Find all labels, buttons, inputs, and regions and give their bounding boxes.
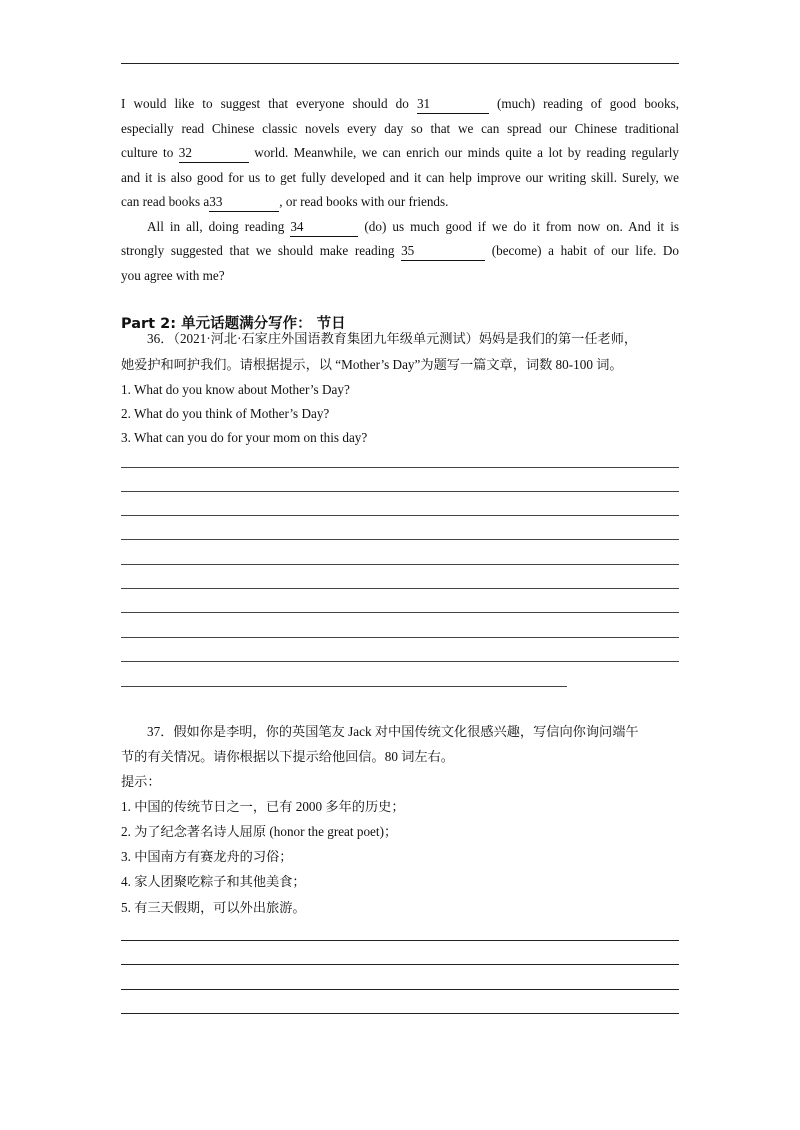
tip-item: 4. 家人团聚吃粽子和其他美食；	[121, 874, 306, 889]
passage-text: world. Meanwhile, we can enrich our minds quite a lot by reading regularly	[254, 145, 680, 160]
prompt-item: 2. What do you think of Mother’s Day?	[121, 406, 330, 421]
blank-31[interactable]: 31	[417, 95, 489, 114]
tips-label: 提示：	[121, 774, 161, 789]
passage	[121, 92, 679, 288]
passage-text: (do) us much good if we do it from now on. And it is	[364, 218, 679, 234]
question-36-line: 36．（2021·河北·石家庄外国语教育集团九年级单元测试）妈妈是我们的第一任老师，	[147, 331, 638, 346]
writing-line[interactable]	[121, 515, 679, 516]
passage-text: strongly suggested that we should make reading	[121, 243, 395, 258]
passage-text: All in all, doing reading	[147, 218, 285, 234]
writing-line[interactable]	[121, 467, 679, 468]
tip-item: 5. 有三天假期，可以外出旅游。	[121, 900, 306, 915]
writing-line[interactable]	[121, 539, 679, 540]
passage-text: culture to	[121, 145, 174, 160]
prompt-item: 3. What can you do for your mom on this day?	[121, 430, 368, 445]
tip-item: 1. 中国的传统节日之一，已有 2000 多年的历史；	[121, 799, 405, 814]
passage-text: (become) a habit of our life. Do	[491, 243, 680, 258]
prompt-item: 1. What do you know about Mother’s Day?	[121, 382, 350, 397]
question-36-line: 她爱护和呵护我们。请根据提示，以 “Mother’s Day”为题写一篇文章，词数 80-100 词。	[121, 357, 623, 372]
writing-line[interactable]	[121, 491, 679, 492]
passage-line	[121, 141, 679, 166]
writing-line[interactable]	[121, 1013, 679, 1014]
tip-item: 3. 中国南方有赛龙舟的习俗；	[121, 849, 293, 864]
blank-32[interactable]: 32	[179, 144, 249, 163]
writing-line[interactable]	[121, 564, 679, 565]
passage-line	[121, 215, 679, 240]
writing-line[interactable]	[121, 661, 679, 662]
writing-line[interactable]	[121, 637, 679, 638]
passage-text: (much) reading of good books,	[497, 96, 680, 111]
passage-text: , or read books with our friends.	[279, 194, 449, 209]
passage-text: can read books a	[121, 194, 210, 209]
question-37-line: 节的有关情况。请你根据以下提示给他回信。80 词左右。	[121, 749, 454, 764]
blank-34[interactable]: 34	[290, 218, 358, 237]
blank-35[interactable]: 35	[401, 242, 485, 261]
writing-line[interactable]	[121, 989, 679, 990]
header-rule	[121, 63, 679, 64]
writing-line[interactable]	[121, 686, 567, 687]
writing-line[interactable]	[121, 940, 679, 941]
writing-line[interactable]	[121, 612, 679, 613]
passage-text: I would like to suggest that everyone should do	[121, 96, 409, 111]
passage-line: and it is also good for us to get fully developed and it can help improve our writing skill. Surely, we	[121, 169, 679, 185]
writing-line[interactable]	[121, 964, 679, 965]
passage-line	[121, 190, 679, 215]
section-heading: Part 2: 单元话题满分写作： 节日	[121, 316, 346, 332]
writing-line[interactable]	[121, 588, 679, 589]
passage-line	[121, 92, 679, 117]
tip-item: 2. 为了纪念著名诗人屈原 (honor the great poet)；	[121, 824, 398, 839]
passage-line: especially read Chinese classic novels every day so that we can spread our Chinese traditional	[121, 120, 679, 136]
passage-line	[121, 239, 679, 264]
passage-line: you agree with me?	[121, 267, 225, 283]
blank-33[interactable]: 33	[209, 193, 279, 212]
question-37-line: 37．假如你是李明，你的英国笔友 Jack 对中国传统文化很感兴趣，写信向你询问端午	[147, 724, 639, 739]
